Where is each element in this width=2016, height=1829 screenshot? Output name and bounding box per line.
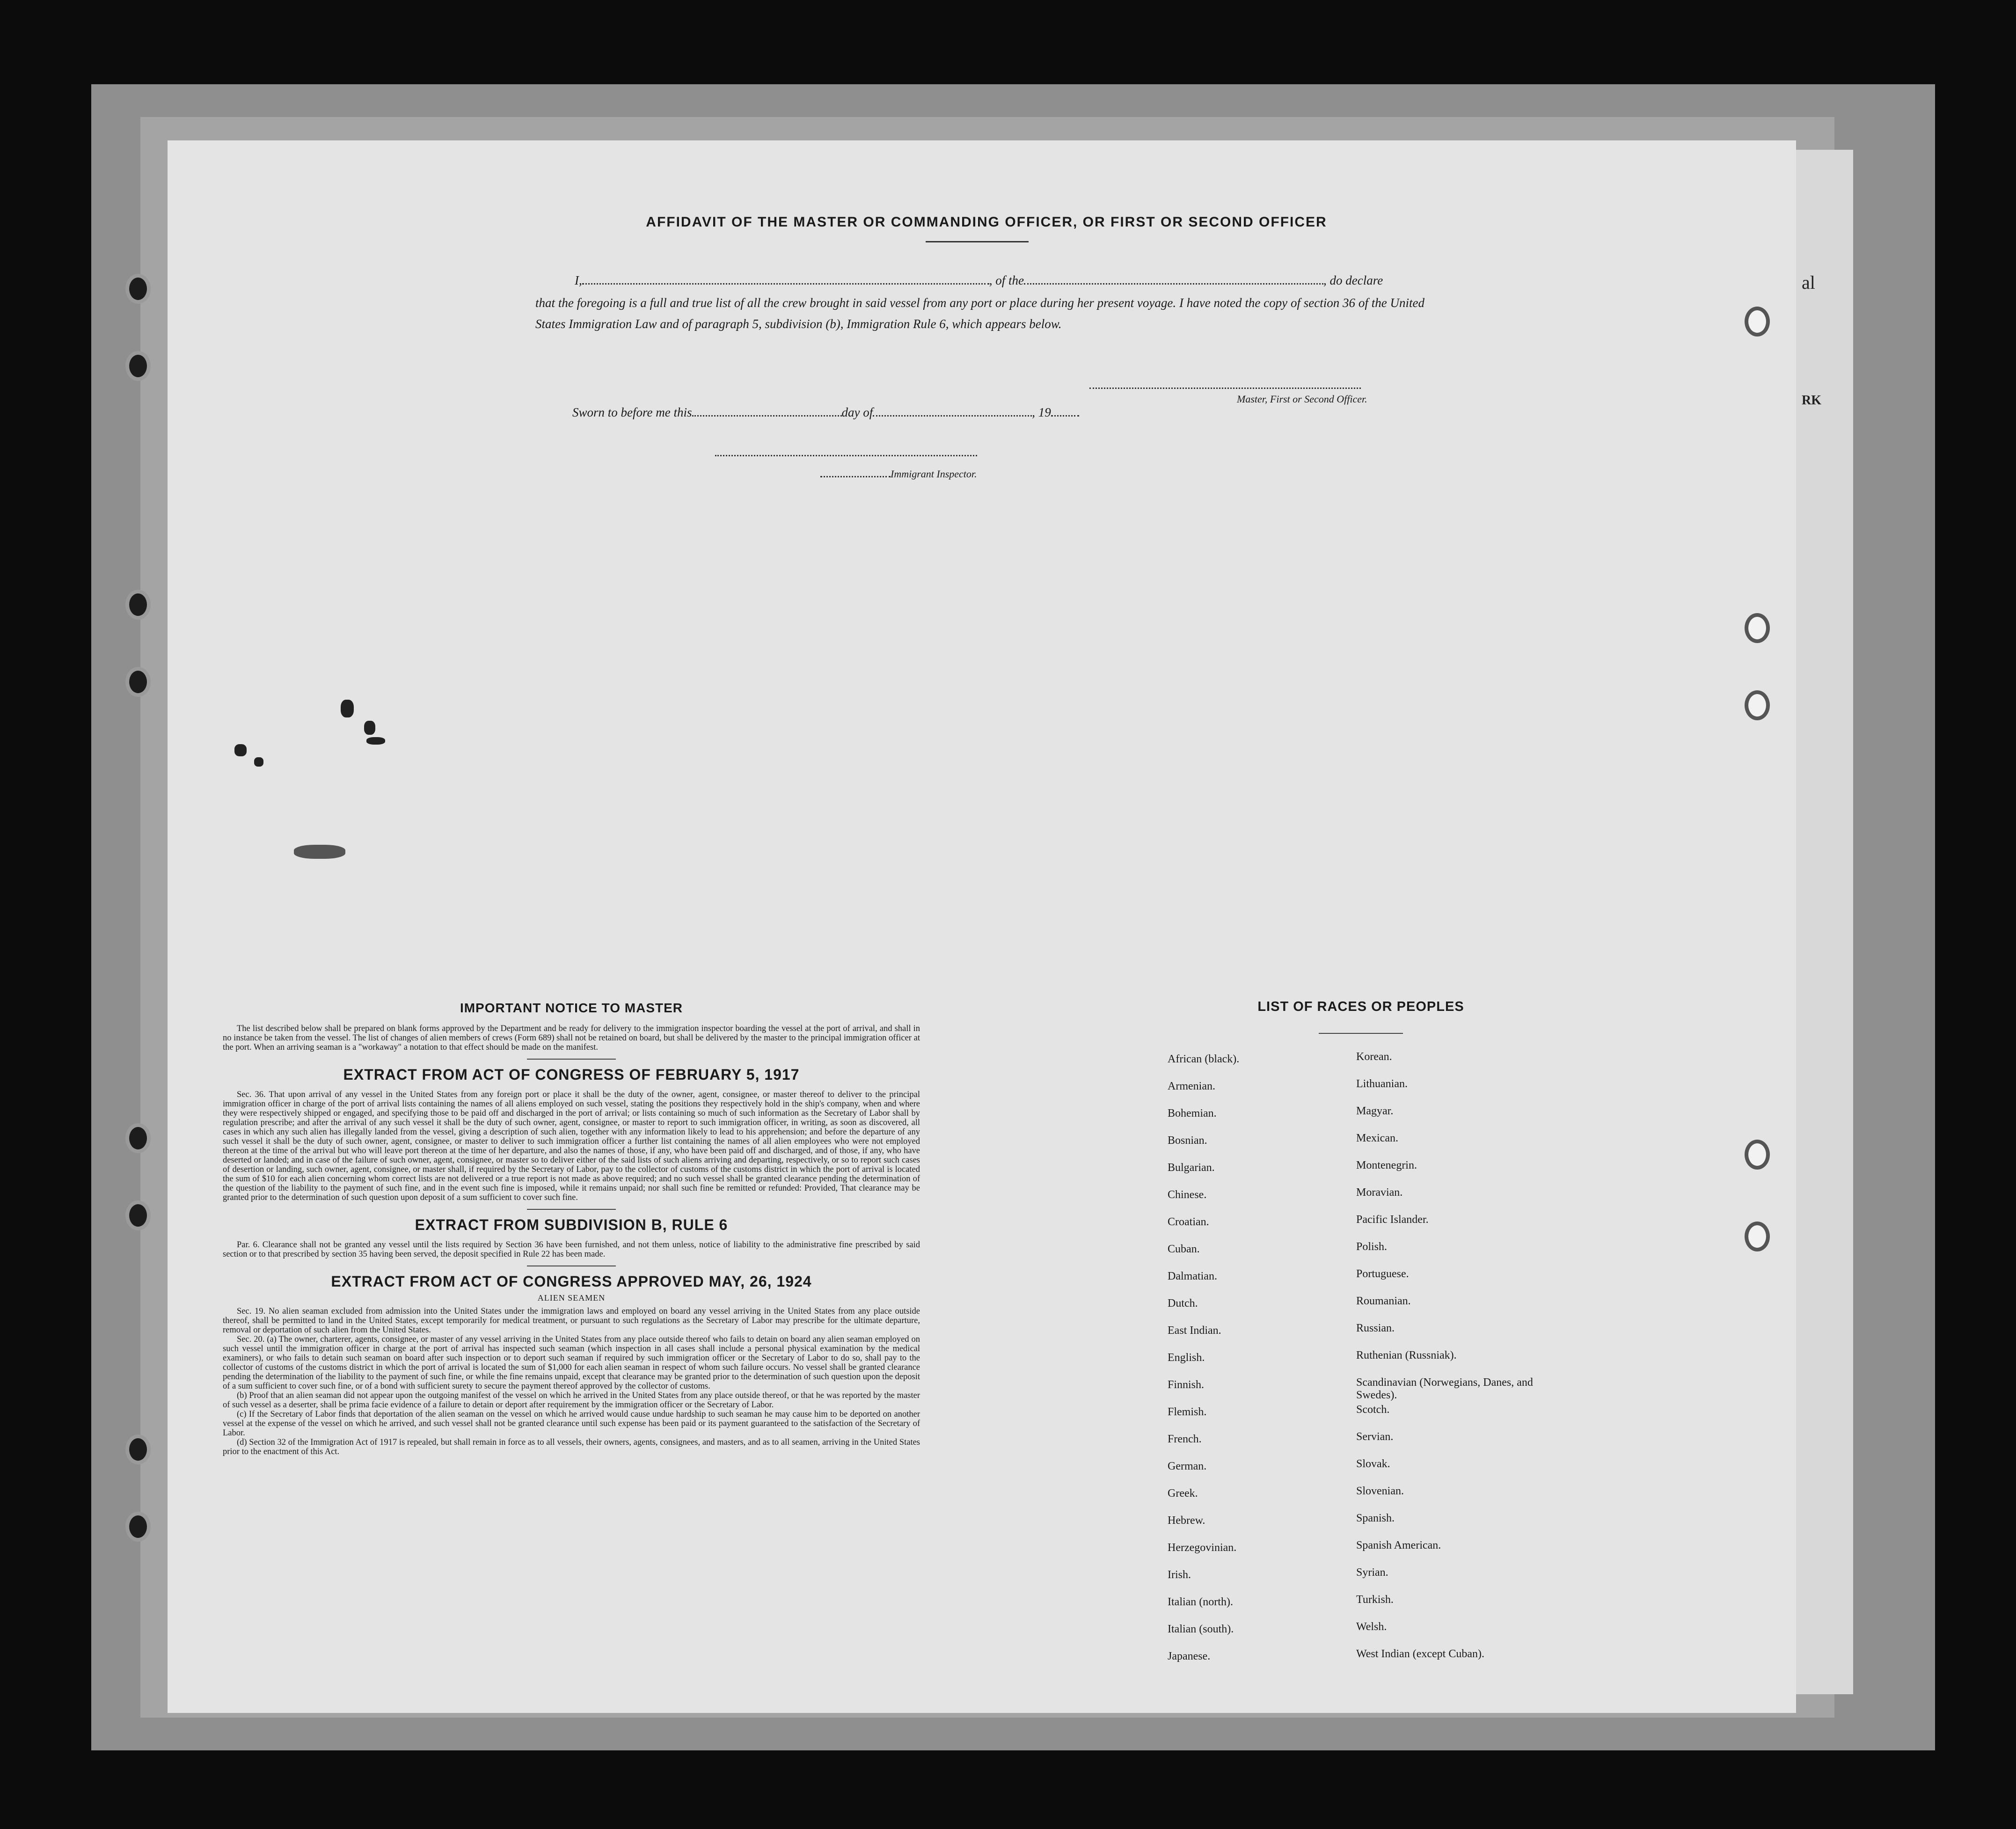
notice-section xyxy=(223,1001,920,1456)
race-item: Magyar. xyxy=(1356,1105,1394,1117)
rule-6-body: Par. 6. Clearance shall not be granted any vessel until the lists required by Section 36 have been furnished, and not them unless, notice of liability to the administrative fine prescribed by said section or to that prescribed by section 35 having been served, the deposit specified in Rule 22 has been made. xyxy=(223,1240,920,1259)
race-item: Dutch. xyxy=(1168,1297,1198,1310)
race-item: Herzegovinian. xyxy=(1168,1542,1237,1554)
inspector-caption xyxy=(820,468,977,480)
race-item: Cuban. xyxy=(1168,1243,1200,1255)
binder-hole xyxy=(125,1200,151,1230)
binder-hole xyxy=(125,351,151,381)
race-item: Servian. xyxy=(1356,1431,1394,1443)
race-item: Russian. xyxy=(1356,1322,1395,1334)
section-divider xyxy=(527,1059,616,1060)
affidavit-paragraph: that the foregoing is a full and true list of all the crew brought in said vessel from any port or place during her present voyage. I have noted the copy of section 36 of the United States Immigration Law and of paragraph 5, subdivision (b), Immigration Rule 6, which appears below. xyxy=(535,296,1424,331)
act-1917-title: EXTRACT FROM ACT OF CONGRESS OF FEBRUARY 5, 1917 xyxy=(343,1066,800,1083)
act-1924-sec19: Sec. 19. No alien seaman excluded from admission into the United States under the immigration laws and employed on board any vessel arriving in the United States from any place outside thereof, shall be permitted to land in the United States, except temporarily for medical treatment, or pursuant to such regulations as the Secretary of Labor may prescribe for the ultimate departure, removal or deportation of such alien from the United States. xyxy=(223,1307,920,1335)
affidavit-of-the: , of the xyxy=(989,273,1024,287)
race-item: Italian (south). xyxy=(1168,1623,1234,1635)
act-1924-subtitle: ALIEN SEAMEN xyxy=(537,1293,606,1302)
race-item: Bohemian. xyxy=(1168,1107,1217,1119)
binder-hole xyxy=(125,667,151,697)
race-item: Montenegrin. xyxy=(1356,1159,1417,1171)
race-item: Irish. xyxy=(1168,1569,1191,1581)
race-item: Turkish. xyxy=(1356,1594,1394,1606)
race-item: Spanish American. xyxy=(1356,1539,1441,1551)
affidavit-first-line xyxy=(575,273,1383,288)
inspector-caption-text: Immigrant Inspector. xyxy=(891,468,977,480)
races-title: LIST OF RACES OR PEOPLES xyxy=(1257,999,1464,1014)
race-item: Dalmatian. xyxy=(1168,1270,1217,1282)
edge-text-2: RK xyxy=(1802,393,1821,408)
race-item: Scandinavian (Norwegians, Danes, and Swedes). xyxy=(1356,1376,1533,1401)
stamp-mark xyxy=(366,737,385,745)
race-item: Chinese. xyxy=(1168,1189,1207,1201)
notice-body: The list described below shall be prepared on blank forms approved by the Department and be ready for delivery to the immigration inspector boarding the vessel at the port of arrival, and shall in no instance be taken from the vessel. The list of changes of alien members of crews (Form 689) shall not be retained on board, but shall be delivered by the master to the principal immigration officer at the port. When an arriving seaman is a "workaway" a notation to that effect should be made on the manifest. xyxy=(223,1024,920,1052)
race-item: East Indian. xyxy=(1168,1324,1221,1337)
binder-hole xyxy=(1745,613,1770,643)
race-item: Portuguese. xyxy=(1356,1268,1409,1280)
race-item: German. xyxy=(1168,1460,1207,1472)
binder-hole xyxy=(1745,1140,1770,1170)
act-1917-body: Sec. 36. That upon arrival of any vessel in the United States from any foreign port or place it shall be the duty of the owner, agent, consignee, or master thereof to deliver to the principal immigration officer in charge of the port of arrival lists containing the names of all aliens employed on such vessel, stating the positions they respectively hold in the ship's company, when and where they were respectively shipped or engaged, and specifying those to be paid off and discharged in the port of arrival; or lists containing so much of such information as the Secretary of Labor shall by regulation prescribe; and after the arrival of any such vessel it shall be the duty of such owner, agent, consignee, or master to report to such immigration officer, in writing, as soon as discovered, all cases in which any such alien has illegally landed from the vessel, giving a description of such alien, together with any information likely to lead to his apprehension; and before the departure of any such vessel it shall be the duty of such owner, agent, consignee, or master to deliver to such immigration officer a further list containing the names of all alien employees who were not employed thereon at the time of the arrival but who will leave port thereon at the time of her departure, and also the names of those, if any, who have been paid off and discharged, and of those, if any, who have deserted or landed; and in case of the failure of such owner, agent, consignee, or master so to deliver either of the said lists of such aliens arriving and departing, respectively, or so to report such cases of desertion or landing, such owner, agent, consignee, or master shall, if required by the Secretary of Labor, pay to the collector of customs of the customs district in which the port of arrival is located the sum of $10 for each alien concerning whom correct lists are not delivered or a true report is not made as above required; and no such vessel shall be granted clearance pending the determination of the question of the liability to the payment of such fine, and in the event such fine is imposed, while it remains unpaid; nor shall such fine be remitted or refunded: Provided, That clearance may be granted prior to the determination of such question upon deposit of a sum sufficient to cover such fine. xyxy=(223,1090,920,1202)
race-item: Flemish. xyxy=(1168,1406,1207,1418)
title-rule xyxy=(926,241,1029,242)
binder-hole xyxy=(125,1512,151,1542)
race-item: Slovak. xyxy=(1356,1458,1390,1470)
race-item: English. xyxy=(1168,1352,1205,1364)
race-item: Greek. xyxy=(1168,1487,1198,1500)
race-item: French. xyxy=(1168,1433,1202,1445)
stamp-mark xyxy=(234,744,247,756)
inspector-caption-blank xyxy=(820,476,891,477)
race-item: Spanish. xyxy=(1356,1512,1395,1524)
binder-hole xyxy=(1745,690,1770,720)
binder-hole xyxy=(125,590,151,620)
race-item: Scotch. xyxy=(1356,1404,1390,1416)
stamp-mark xyxy=(254,757,263,767)
stamp-mark xyxy=(294,845,345,859)
binder-hole xyxy=(1745,1222,1770,1251)
name-blank xyxy=(582,283,989,285)
affidavit-i: I, xyxy=(575,273,582,287)
signature-line xyxy=(1089,388,1361,389)
affidavit-title: AFFIDAVIT OF THE MASTER OR COMMANDING OFFICER, OR FIRST OR SECOND OFFICER xyxy=(646,214,1327,230)
binder-hole xyxy=(125,1434,151,1464)
binder-hole xyxy=(125,274,151,304)
affidavit-do-declare: , do declare xyxy=(1323,273,1383,287)
stamp-mark xyxy=(364,721,375,735)
year-text: , 19 xyxy=(1032,405,1051,419)
race-item: Mexican. xyxy=(1356,1132,1398,1144)
edge-text: al xyxy=(1802,272,1815,293)
signature-caption: Master, First or Second Officer. xyxy=(1237,393,1367,405)
section-divider xyxy=(527,1209,616,1210)
notice-title: IMPORTANT NOTICE TO MASTER xyxy=(460,1001,683,1015)
act-1924-sec20d: (d) Section 32 of the Immigration Act of 1917 is repealed, but shall remain in force as to all vessels, their owners, agents, consignees, and masters, and as to all seamen, arriving in the United States prior to the enactment of this Act. xyxy=(223,1438,920,1456)
race-item: Hebrew. xyxy=(1168,1514,1205,1527)
race-item: Polish. xyxy=(1356,1241,1388,1253)
race-item: Syrian. xyxy=(1356,1566,1388,1579)
day-of-text: day of xyxy=(841,405,873,419)
act-1924-title: EXTRACT FROM ACT OF CONGRESS APPROVED MAY, 26, 1924 xyxy=(331,1273,812,1290)
sworn-line xyxy=(572,405,1079,420)
race-item: West Indian (except Cuban). xyxy=(1356,1648,1484,1660)
race-item: Finnish. xyxy=(1168,1379,1205,1391)
races-title-rule xyxy=(1319,1033,1403,1034)
year-blank xyxy=(1051,415,1079,417)
rule-6-title: EXTRACT FROM SUBDIVISION B, RULE 6 xyxy=(415,1216,728,1233)
race-item: Ruthenian (Russniak). xyxy=(1356,1349,1457,1361)
race-item: Lithuanian. xyxy=(1356,1078,1408,1090)
inspector-line xyxy=(715,455,977,456)
race-item: Japanese. xyxy=(1168,1650,1211,1662)
sworn-month-blank xyxy=(873,415,1032,417)
race-item: Bosnian. xyxy=(1168,1134,1207,1147)
race-item: African (black). xyxy=(1168,1053,1240,1065)
race-item: Italian (north). xyxy=(1168,1596,1233,1608)
race-item: Welsh. xyxy=(1356,1621,1387,1633)
binder-hole xyxy=(1745,307,1770,337)
act-1924-sec20c: (c) If the Secretary of Labor finds that deportation of the alien seaman on the vessel on which he arrived would cause undue hardship to such seaman he may cause him to be deported on another vessel at the expense of the vessel on which he arrived, and such vessel shall not be granted clearance until such expense has been paid or its payment guaranteed to the satisfaction of the Secretary of Labor. xyxy=(223,1410,920,1438)
race-item: Pacific Islander. xyxy=(1356,1214,1429,1226)
race-item: Bulgarian. xyxy=(1168,1162,1215,1174)
stamp-mark xyxy=(341,700,354,717)
backing-sheet-edge xyxy=(1788,150,1853,1694)
vessel-blank xyxy=(1024,283,1323,285)
binder-hole xyxy=(125,1123,151,1153)
race-item: Korean. xyxy=(1356,1051,1392,1063)
race-item: Croatian. xyxy=(1168,1216,1209,1228)
document-page xyxy=(168,140,1796,1713)
sworn-text: Sworn to before me this xyxy=(572,405,692,419)
act-1924-sec20a: Sec. 20. (a) The owner, charterer, agents, consignee, or master of any vessel arriving in the United States from any place outside thereof who fails to detain on board any alien seaman employed on such vessel until the immigration officer in charge at the port of arrival has inspected such seaman (which inspection in all cases shall include a personal physical examination by the medical examiners), or who fails to detain such seaman on board after such inspection or to deport such seaman if required by such immigration officer or the Secretary of Labor to do so, shall pay to the collector of customs of the customs district in which the port of arrival is located the sum of $1,000 for each alien seaman in respect of whom such failure occurs. No vessel shall be granted clearance pending the determination of the liability to the payment of such fine, or while the fine remains unpaid, except that clearance may be granted prior to the determination of such question upon the deposit of a sum sufficient to cover such fine, or of a bond with sufficient surety to secure the payment thereof approved by the collector of customs. xyxy=(223,1335,920,1391)
race-item: Slovenian. xyxy=(1356,1485,1404,1497)
race-item: Roumanian. xyxy=(1356,1295,1411,1307)
sworn-day-blank xyxy=(692,415,842,417)
race-item: Armenian. xyxy=(1168,1080,1215,1092)
act-1924-sec20b: (b) Proof that an alien seaman did not appear upon the outgoing manifest of the vessel on which he arrived in the United States from any place outside thereof, or that he was reported by the master of such vessel as a deserter, shall be prima facie evidence of a failure to detain or deport after requirement by the immigration officer or the Secretary of Labor. xyxy=(223,1391,920,1410)
race-item: Moravian. xyxy=(1356,1186,1403,1199)
